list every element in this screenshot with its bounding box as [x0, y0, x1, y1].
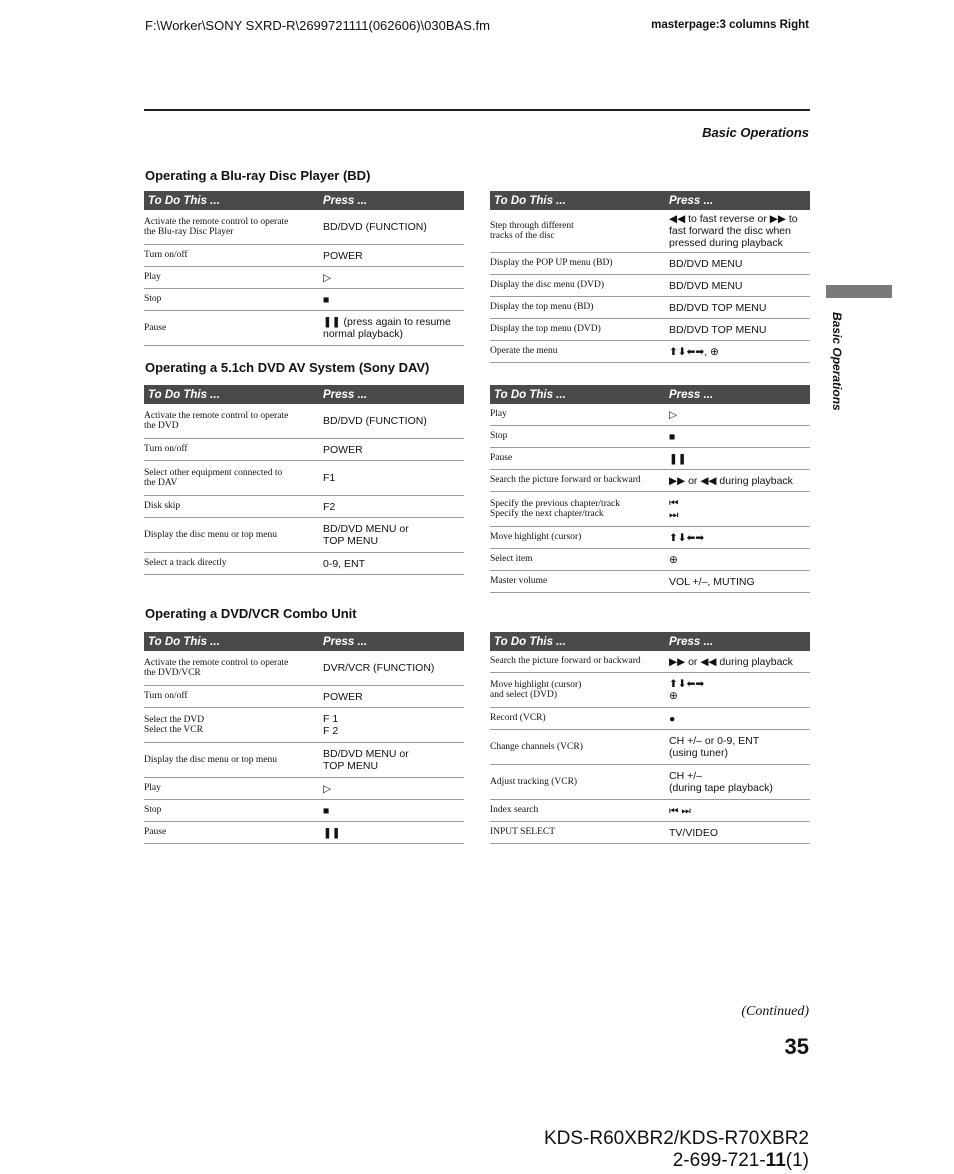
header-todo: To Do This ... — [490, 191, 665, 210]
table-row — [144, 800, 464, 822]
table-row — [144, 404, 464, 439]
section-heading-dvdvcr: Operating a DVD/VCR Combo Unit — [145, 606, 357, 621]
row-action: Activate the remote control to operate the Blu-ray Disc Player — [144, 210, 319, 245]
row-key: ■ — [665, 426, 810, 448]
dvdvcr-table-right — [490, 632, 810, 844]
row-key: ■ — [319, 289, 464, 311]
dvdvcr-table-left — [144, 632, 464, 844]
row-key: ▶▶ or ◀◀ during playback — [665, 470, 810, 492]
row-action: Select other equipment connected to the DAV — [144, 461, 319, 496]
table-row — [490, 492, 810, 527]
row-action: Pause — [144, 822, 319, 844]
page-number: 35 — [784, 1034, 809, 1059]
table-row — [144, 743, 464, 778]
row-key: VOL +/–, MUTING — [665, 571, 810, 593]
row-key: ⏮ ⏭ — [665, 800, 810, 822]
header-press: Press ... — [319, 385, 464, 404]
document-code-bold: 11 — [765, 1150, 786, 1171]
table-row — [144, 461, 464, 496]
row-action: Stop — [490, 426, 665, 448]
document-code-suffix: (1) — [785, 1150, 809, 1171]
row-key: F1 — [319, 461, 464, 496]
table-row — [144, 651, 464, 686]
row-action: Select the DVD Select the VCR — [144, 708, 319, 743]
table-row — [490, 404, 810, 426]
table-row — [490, 470, 810, 492]
table-row — [144, 822, 464, 844]
table-row — [490, 275, 810, 297]
row-action: Step through different tracks of the disc — [490, 210, 665, 253]
file-path: F:\Worker\SONY SXRD-R\2699721111(062606)\030BAS.fm — [145, 18, 490, 33]
row-key: F2 — [319, 496, 464, 518]
table-row — [490, 426, 810, 448]
row-key: 0-9, ENT — [319, 553, 464, 575]
table-header-row — [490, 191, 810, 210]
row-key: DVR/VCR (FUNCTION) — [319, 651, 464, 686]
row-key: ▷ — [319, 778, 464, 800]
row-key: F 1 F 2 — [319, 708, 464, 743]
row-action: Stop — [144, 289, 319, 311]
table-row — [490, 571, 810, 593]
table-row — [490, 527, 810, 549]
row-key: BD/DVD MENU or TOP MENU — [319, 743, 464, 778]
row-action: Display the disc menu (DVD) — [490, 275, 665, 297]
header-todo: To Do This ... — [144, 385, 319, 404]
row-action: Display the top menu (DVD) — [490, 319, 665, 341]
table-row — [144, 245, 464, 267]
row-key: ● — [665, 708, 810, 730]
table-row — [144, 778, 464, 800]
row-action: Pause — [144, 311, 319, 346]
row-action: Play — [144, 267, 319, 289]
row-key: ⊕ — [665, 549, 810, 571]
table-row — [490, 448, 810, 470]
row-key: ■ — [319, 800, 464, 822]
table-row — [490, 253, 810, 275]
row-action: Play — [490, 404, 665, 426]
row-action: Play — [144, 778, 319, 800]
header-todo: To Do This ... — [144, 632, 319, 651]
table-row — [144, 311, 464, 346]
row-key: POWER — [319, 439, 464, 461]
table-row — [144, 518, 464, 553]
row-key: ⬆⬇⬅➡ ⊕ — [665, 673, 810, 708]
section-heading-dav: Operating a 5.1ch DVD AV System (Sony DAV) — [145, 360, 430, 375]
row-action: Turn on/off — [144, 439, 319, 461]
header-press: Press ... — [665, 632, 810, 651]
table-row — [490, 822, 810, 844]
row-action: Operate the menu — [490, 341, 665, 363]
row-key: CH +/– (during tape playback) — [665, 765, 810, 800]
row-action: Select item — [490, 549, 665, 571]
table-row — [490, 341, 810, 363]
row-key: BD/DVD MENU — [665, 253, 810, 275]
table-row — [144, 686, 464, 708]
row-action: Adjust tracking (VCR) — [490, 765, 665, 800]
continued-note: (Continued) — [741, 1004, 809, 1019]
row-action: Activate the remote control to operate the DVD — [144, 404, 319, 439]
row-action: Display the disc menu or top menu — [144, 743, 319, 778]
row-key: ⏮ ⏭ — [665, 492, 810, 527]
table-header-row — [144, 191, 464, 210]
table-row — [490, 673, 810, 708]
row-action: Move highlight (cursor) and select (DVD) — [490, 673, 665, 708]
table-row — [144, 439, 464, 461]
row-action: Move highlight (cursor) — [490, 527, 665, 549]
header-todo: To Do This ... — [490, 632, 665, 651]
document-code-prefix: 2-699-721- — [672, 1150, 766, 1171]
table-header-row — [144, 385, 464, 404]
row-key: ❚❚ — [319, 822, 464, 844]
section-heading-bd: Operating a Blu-ray Disc Player (BD) — [145, 168, 371, 183]
row-action: Specify the previous chapter/track Specify the next chapter/track — [490, 492, 665, 527]
row-action: Display the POP UP menu (BD) — [490, 253, 665, 275]
row-key: BD/DVD MENU or TOP MENU — [319, 518, 464, 553]
table-row — [144, 708, 464, 743]
row-action: Display the disc menu or top menu — [144, 518, 319, 553]
side-tab-label: Basic Operations — [830, 312, 844, 411]
row-key: POWER — [319, 245, 464, 267]
row-action: Change channels (VCR) — [490, 730, 665, 765]
table-row — [144, 267, 464, 289]
header-press: Press ... — [665, 191, 810, 210]
top-rule — [144, 109, 810, 111]
row-key: ▶▶ or ◀◀ during playback — [665, 651, 810, 673]
row-action: Search the picture forward or backward — [490, 651, 665, 673]
row-action: Record (VCR) — [490, 708, 665, 730]
row-action: Disk skip — [144, 496, 319, 518]
row-action: INPUT SELECT — [490, 822, 665, 844]
table-row — [144, 496, 464, 518]
row-action: Display the top menu (BD) — [490, 297, 665, 319]
model-number: KDS-R60XBR2/KDS-R70XBR2 — [543, 1128, 809, 1149]
row-key: BD/DVD TOP MENU — [665, 297, 810, 319]
row-key: ❚❚ (press again to resume normal playback) — [319, 311, 464, 346]
side-tab-marker — [826, 285, 892, 298]
row-action: Turn on/off — [144, 686, 319, 708]
table-row — [490, 297, 810, 319]
row-key: BD/DVD MENU — [665, 275, 810, 297]
row-key: TV/VIDEO — [665, 822, 810, 844]
masterpage-label: masterpage:3 columns Right — [651, 19, 809, 31]
table-header-row — [490, 385, 810, 404]
table-row — [490, 765, 810, 800]
table-row — [144, 553, 464, 575]
bd-table-left — [144, 191, 464, 346]
row-key: ⬆⬇⬅➡ — [665, 527, 810, 549]
dav-table-left — [144, 385, 464, 575]
row-key: CH +/– or 0-9, ENT (using tuner) — [665, 730, 810, 765]
row-action: Master volume — [490, 571, 665, 593]
dav-table-right — [490, 385, 810, 593]
header-todo: To Do This ... — [490, 385, 665, 404]
bd-table-right — [490, 191, 810, 363]
row-action: Turn on/off — [144, 245, 319, 267]
row-action: Index search — [490, 800, 665, 822]
row-key: ⬆⬇⬅➡, ⊕ — [665, 341, 810, 363]
row-action: Select a track directly — [144, 553, 319, 575]
table-row — [490, 210, 810, 253]
header-press: Press ... — [319, 632, 464, 651]
row-key: ▷ — [665, 404, 810, 426]
row-key: ▷ — [319, 267, 464, 289]
row-key: ❚❚ — [665, 448, 810, 470]
row-key: ◀◀ to fast reverse or ▶▶ to fast forward the disc when pressed during playback — [665, 210, 810, 253]
table-row — [490, 730, 810, 765]
table-header-row — [490, 632, 810, 651]
table-row — [144, 210, 464, 245]
row-action: Activate the remote control to operate the DVD/VCR — [144, 651, 319, 686]
row-key: BD/DVD (FUNCTION) — [319, 404, 464, 439]
table-header-row — [144, 632, 464, 651]
row-action: Stop — [144, 800, 319, 822]
table-row — [144, 289, 464, 311]
header-todo: To Do This ... — [144, 191, 319, 210]
row-action: Pause — [490, 448, 665, 470]
table-row — [490, 319, 810, 341]
table-row — [490, 800, 810, 822]
header-press: Press ... — [319, 191, 464, 210]
row-key: BD/DVD TOP MENU — [665, 319, 810, 341]
header-press: Press ... — [665, 385, 810, 404]
table-row — [490, 651, 810, 673]
row-action: Search the picture forward or backward — [490, 470, 665, 492]
table-row — [490, 549, 810, 571]
table-row — [490, 708, 810, 730]
row-key: BD/DVD (FUNCTION) — [319, 210, 464, 245]
section-title: Basic Operations — [702, 125, 809, 140]
row-key: POWER — [319, 686, 464, 708]
document-code — [673, 1150, 809, 1172]
